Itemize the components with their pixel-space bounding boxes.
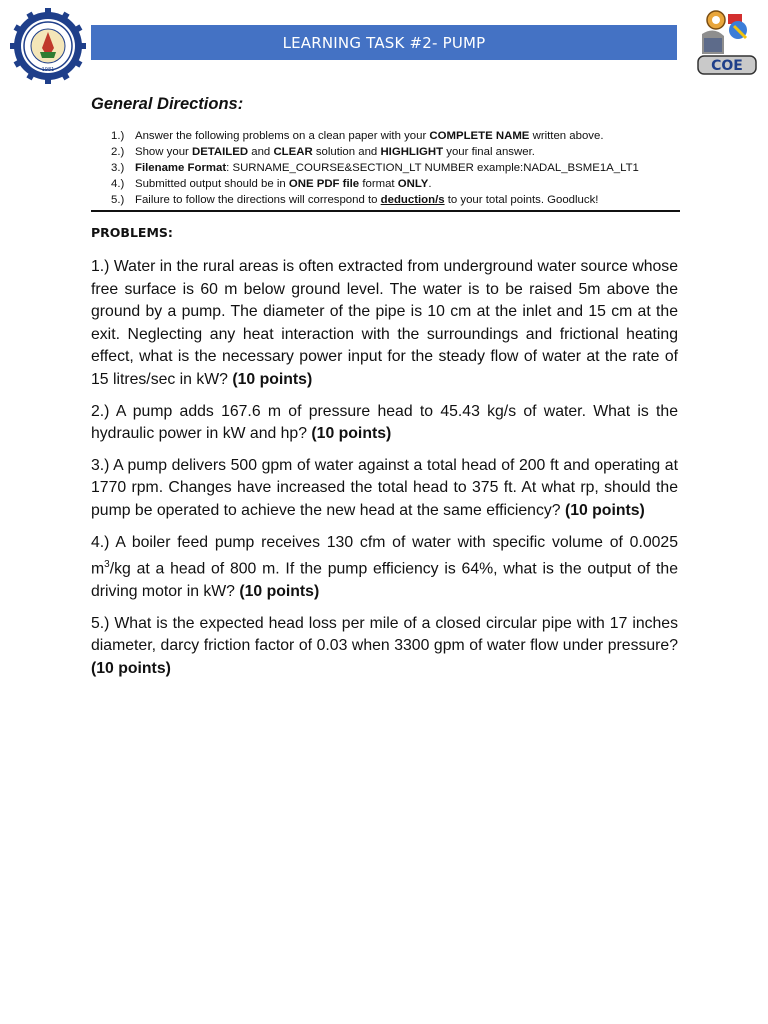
direction-text: format (359, 178, 398, 190)
direction-text: and (248, 146, 274, 158)
page-title: LEARNING TASK #2- PUMP (282, 33, 486, 52)
section-divider (91, 210, 680, 212)
direction-number: 1.) (111, 130, 125, 142)
problems-list (91, 256, 678, 689)
problem-text: 1.) Water in the rural areas is often extracted from underground water source whose free surface is 60 m below ground level. The water is to be raised 5m above the ground by a pump. The diameter of the pipe is 10 cm at the inlet and 15 cm at the exit. Neglecting any heat interaction with the surroundings and frictional heating effect, what is the necessary power input for the steady flow of water at the rate of 15 litres/sec in kW? (91, 258, 678, 388)
direction-text: ONE PDF file (288, 178, 360, 190)
direction-text: written above. (529, 130, 604, 142)
direction-text: solution and (312, 146, 381, 158)
direction-number: 3.) (111, 162, 125, 174)
direction-number: 2.) (111, 146, 125, 158)
direction-text: Failure to follow the directions will correspond to (135, 194, 381, 206)
direction-text: your final answer. (443, 146, 535, 158)
problem-text: /kg at a head of 800 m. If the pump efficiency is 64%, what is the output of the driving motor in kW? (91, 560, 678, 600)
direction-text: ONLY (397, 178, 429, 190)
direction-item (111, 144, 691, 160)
problem-text: 3.) A pump delivers 500 gpm of water against a total head of 200 ft and operating at 1770 rpm. Changes have increased the total head to 375 ft. At what rp, should the pump be operated to achieve the new head at the same efficiency? (91, 456, 678, 519)
direction-text: Filename Format (135, 162, 227, 174)
problem-points: (10 points) (91, 659, 171, 677)
direction-number: 4.) (111, 178, 125, 190)
seal-year: 1981 (41, 67, 55, 73)
direction-text: to your total points. Goodluck! (444, 194, 599, 206)
problem-item (91, 256, 678, 392)
direction-text: DETAILED (191, 146, 249, 158)
problem-item (91, 455, 678, 523)
direction-text: deduction/s (380, 194, 445, 206)
direction-text: Answer the following problems on a clean paper with your (135, 130, 430, 142)
superscript: 3 (104, 559, 110, 571)
problems-heading: PROBLEMS: (91, 225, 173, 240)
direction-text: Show your (135, 146, 192, 158)
problem-points: (10 points) (311, 425, 392, 443)
problem-points: (10 points) (239, 582, 320, 600)
direction-item (111, 176, 691, 192)
direction-number: 5.) (111, 194, 125, 206)
direction-text: CLEAR (273, 146, 313, 158)
problem-text: 4.) A boiler feed pump receives 130 cfm of water with specific volume of 0.0025 m (91, 533, 678, 578)
problem-points: (10 points) (564, 501, 645, 519)
problem-text: 2.) A pump adds 167.6 m of pressure head to 45.43 kg/s of water. What is the hydraulic power in kW and hp? (91, 402, 678, 443)
direction-text: Submitted output should be in (135, 178, 289, 190)
university-seal-icon (10, 8, 86, 84)
direction-item (111, 128, 691, 144)
directions-list (111, 128, 691, 208)
page-title-banner (91, 25, 677, 60)
coe-logo-icon (694, 8, 760, 78)
general-directions-heading: General Directions: (91, 95, 244, 113)
problem-item (91, 401, 678, 446)
problem-points: (10 points) (232, 370, 313, 388)
direction-text: COMPLETE NAME (429, 130, 530, 142)
direction-text: . (428, 178, 432, 190)
coe-logo-text: COE (711, 58, 743, 74)
direction-text: : SURNAME_COURSE&SECTION_LT NUMBER example:NADAL_BSME1A_LT1 (226, 162, 639, 174)
problem-item (91, 532, 678, 604)
direction-text: HIGHLIGHT (380, 146, 444, 158)
problem-text: 5.) What is the expected head loss per mile of a closed circular pipe with 17 inches diameter, darcy friction factor of 0.03 when 3300 gpm of water flow under pressure? (91, 614, 678, 655)
direction-item (111, 160, 691, 176)
direction-item (111, 192, 691, 208)
problem-item (91, 613, 678, 681)
